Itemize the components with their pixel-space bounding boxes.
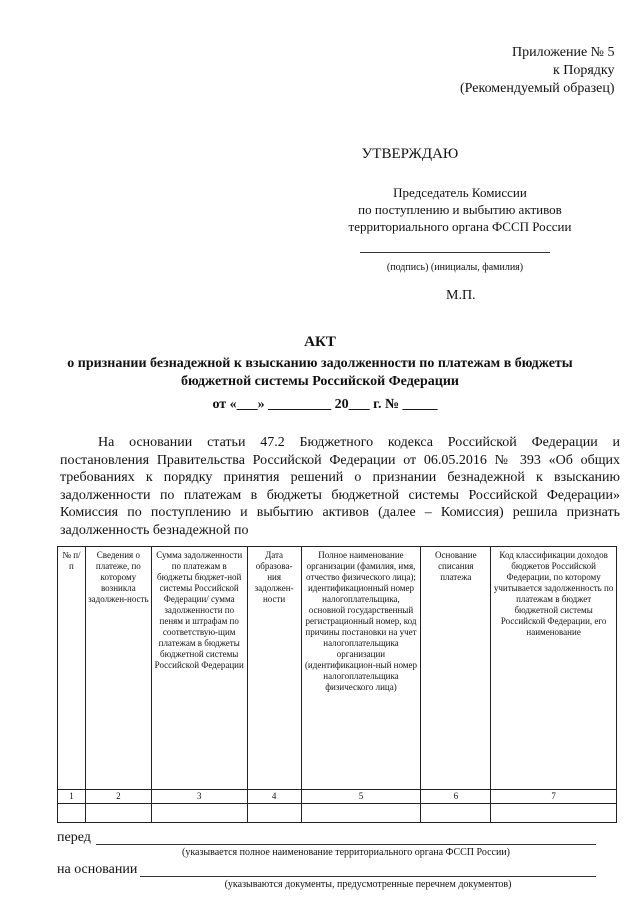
table-blank-row <box>58 804 617 823</box>
appendix-number: Приложение № 5 <box>512 45 615 60</box>
col-number-cell: 5 <box>301 790 421 804</box>
seal-mark: М.П. <box>446 288 476 303</box>
before-caption: (указывается полное наименование территориального органа ФССП России) <box>182 847 510 858</box>
chair-line-2: по поступлению и выбытию активов <box>358 202 562 217</box>
chair-line-3: территориального органа ФССП России <box>348 219 572 234</box>
col-header-debt-date: Дата образова-ния задолжен-ности <box>247 547 301 790</box>
col-number-cell: 7 <box>491 790 617 804</box>
col-header-organization: Полное наименование организации (фамилия, имя, отчество физического лица); идентификационный номер налогоплательщика, основной государственный регистрационный номер, код причины постановки на учет налогоплательщика организации (идентификацион-ный номер налогоплательщика физического лица) <box>301 547 421 790</box>
signature-caption: (подпись) (инициалы, фамилия) <box>386 262 524 273</box>
table-number-row <box>58 790 617 804</box>
chair-line-1: Председатель Комиссии <box>393 185 527 200</box>
col-header-payment-info: Сведения о платеже, по которому возникла задолжен-ность <box>85 547 151 790</box>
act-title: АКТ <box>304 334 336 350</box>
col-number-cell: 4 <box>247 790 301 804</box>
chairman-block <box>300 184 620 235</box>
debt-table <box>57 546 617 823</box>
blank-cell <box>421 804 491 823</box>
appendix-block <box>460 44 615 98</box>
appendix-sample-note: (Рекомендуемый образец) <box>460 81 615 96</box>
col-number-cell: 3 <box>151 790 247 804</box>
blank-cell <box>85 804 151 823</box>
act-paragraph: На основании статьи 47.2 Бюджетного кодекса Российской Федерации и постановления Правительства Российской Федерации от 06.05.2016 № 393 «Об общих требованиях к порядку принятия решений о признании безнадежной к взысканию задолженности по платежам в бюджеты бюджетной системы Российской Федерации» Комиссия по поступлению и выбытию активов (далее – Комиссия) решила признать задолженность безнадежной по <box>60 435 620 538</box>
col-number-cell: 1 <box>58 790 86 804</box>
col-number-cell: 6 <box>421 790 491 804</box>
before-fill-line <box>96 844 596 845</box>
before-label: перед <box>57 830 91 845</box>
basis-caption: (указываются документы, предусмотренные перечнем документов) <box>224 879 512 890</box>
blank-cell <box>301 804 421 823</box>
col-header-writeoff-basis: Основание списания платежа <box>421 547 491 790</box>
col-header-debt-amount: Сумма задолженности по платежам в бюджеты бюджет-ной системы Российской Федерации/ сумма задолженности по пеням и штрафам по соответствую-щим платежам в бюджеты бюджетной системы Российской Федерации <box>151 547 247 790</box>
basis-label: на основании <box>57 862 138 877</box>
blank-cell <box>247 804 301 823</box>
col-header-classification-code: Код классификации доходов бюджетов Российской Федерации, по которому учитывается задолженность по платежам в бюджет бюджетной системы Российской Федерации, его наименование <box>491 547 617 790</box>
blank-cell <box>151 804 247 823</box>
blank-cell <box>58 804 86 823</box>
blank-cell <box>491 804 617 823</box>
approve-heading: УТВЕРЖДАЮ <box>361 146 459 162</box>
act-date-line: от «___» _________ 20___ г. № _____ <box>212 397 438 412</box>
col-header-number: № п/п <box>58 547 86 790</box>
col-number-cell: 2 <box>85 790 151 804</box>
appendix-order: к Порядку <box>552 63 615 78</box>
basis-fill-line <box>140 876 596 877</box>
act-subtitle: о признании безнадежной к взысканию задолженности по платежам в бюджеты бюджетной системы Российской Федерации <box>67 356 573 389</box>
signature-line <box>360 252 550 253</box>
table-header-row <box>58 547 617 790</box>
